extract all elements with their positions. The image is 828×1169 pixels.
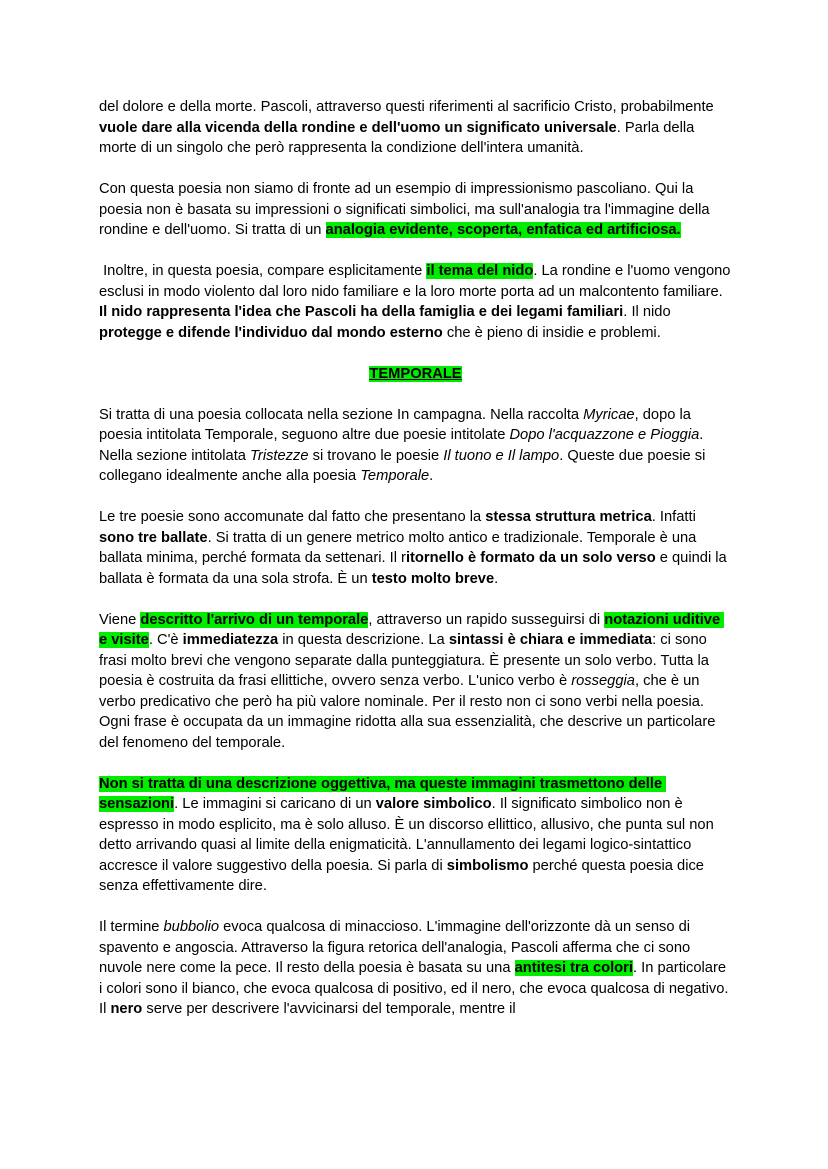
highlighted-text: analogia evidente, scoperta, enfatica ed artificiosa. [325, 222, 681, 238]
italic-text: Il tuono e Il lampo [443, 447, 560, 464]
text-run: evoca qualcosa di minaccioso. L'immagine dell'orizzonte dà un senso di spavento e angoscia. Attraverso la figura retorica dell'analogia, Pascoli afferma che ci sono nuvole nere come la pece. Il resto della poesia è basata su una [99, 919, 695, 976]
bold-text: stessa struttura metrica [485, 509, 652, 525]
paragraph [99, 610, 732, 754]
paragraph [99, 179, 732, 241]
bold-text: sintassi è chiara e immediata [448, 632, 653, 648]
text-run: . Parla della morte di un singolo che però rappresenta la condizione dell'intera umanità. [99, 119, 699, 156]
italic-text: Tristezze [250, 447, 309, 464]
text-run: , che è un verbo predicativo che però ha più valore nominale. Per il resto non ci sono verbi nella poesia. Ogni frase è occupata da un immagine ridotta alla sua essenzialità, che descrive un particolare del fenomeno del temporale. [99, 673, 720, 751]
text-run: Il termine [99, 919, 164, 935]
text-run: Con questa poesia non siamo di fronte ad un esempio di impressionismo pascoliano. Qui la poesia non è basata su impressioni o significati simbolici, ma sull'analogia tra l'immagine della rondine e dell'uomo. Si tratta di un [99, 181, 714, 238]
bold-text: Il nido rappresenta l'idea che Pascoli ha della famiglia e dei legami familiari [99, 304, 624, 320]
text-run: Inoltre, in questa poesia, compare esplicitamente [99, 263, 427, 279]
paragraph [99, 97, 732, 159]
text-run: . Le immagini si caricano di un [174, 796, 376, 812]
text-run: del dolore e della morte. Pascoli, attraverso questi riferimenti al sacrificio Cristo, probabilmente [99, 99, 718, 115]
text-run: Si tratta di una poesia collocata nella sezione In campagna. Nella raccolta [99, 406, 584, 423]
text-run: Viene [99, 611, 141, 628]
text-run: in questa descrizione. La [278, 632, 449, 648]
text-run: che è pieno di insidie e problemi. [442, 324, 661, 341]
italic-text: Myricae [583, 406, 635, 423]
text-run: : ci sono frasi molto brevi che vengono separate dalla punteggiatura. È presente un solo verbo. Tutta la poesia è costruita da frasi ellittiche, ovvero senza verbo. L'unico verbo è [99, 632, 714, 689]
text-run: . Infatti [651, 509, 700, 525]
text-run: . Il nido [623, 304, 675, 320]
paragraph [99, 261, 735, 343]
bold-text: sono tre ballate [99, 529, 208, 546]
highlighted-text: descritto l'arrivo di un temporale [140, 611, 369, 628]
bold-text: itornello è formato da un solo verso [405, 550, 656, 566]
bold-text: immediatezza [182, 632, 279, 648]
document-content [99, 97, 735, 1040]
bold-text: simbolismo [446, 857, 529, 874]
text-run: . La rondine e l'uomo vengono esclusi in modo violento dal loro nido familiare e la loro morte porta ad un malcontento familiare. [99, 263, 735, 300]
text-run: . Il significato simbolico non è espresso in modo esplicito, ma è solo alluso. È un discorso ellittico, allusivo, che punta sul non detto arrivando quasi al limite della enigmaticità. L'annullamento dei legami logico-sintattico accresce il valore suggestivo della poesia. Si parla di [99, 796, 718, 874]
bold-text: protegge e difende l'individuo dal mondo esterno [99, 324, 443, 341]
bold-text: nero [110, 1001, 143, 1017]
text-run: perché questa poesia dice senza effettivamente dire. [99, 857, 709, 894]
italic-text: Dopo l'acquazzone e Pioggia [509, 427, 700, 443]
bold-text: vuole dare alla vicenda della rondine e dell'uomo un significato universale [99, 119, 617, 136]
text-run: , attraverso un rapido susseguirsi di [368, 611, 605, 628]
section-heading-text: TEMPORALE [369, 365, 462, 382]
text-run: serve per descrivere l'avvicinarsi del temporale, mentre il [142, 1001, 516, 1017]
text-run: , dopo la poesia intitolata Temporale, seguono altre due poesie intitolate [99, 406, 696, 443]
text-run: . Nella sezione intitolata [99, 427, 708, 464]
text-run: Le tre poesie sono accomunate dal fatto che presentano la [99, 509, 486, 525]
italic-text: bubbolio [163, 919, 220, 935]
italic-text: rosseggia [571, 673, 635, 689]
section-heading-temporale [99, 364, 732, 385]
highlighted-text: il tema del nido [426, 263, 534, 279]
highlighted-text: notazioni uditive e visite [99, 611, 725, 648]
text-run: si trovano le poesie [308, 447, 444, 464]
text-run: . In particolare i colori sono il bianco, che evoca qualcosa di positivo, ed il nero, che evoca qualcosa di negativo. Il [99, 960, 733, 1017]
paragraph [99, 774, 732, 897]
bold-text: testo molto breve [371, 570, 495, 587]
text-run: . [429, 468, 434, 484]
text-run: . Si tratta di un genere metrico molto antico e tradizionale. Temporale è una ballata minima, perché formata da settenari. Il r [99, 529, 701, 566]
paragraph [99, 405, 732, 487]
bold-text: valore simbolico [375, 796, 492, 812]
text-run: e quindi la ballata è formata da una sola strofa. È un [99, 550, 731, 587]
highlighted-text: antitesi tra colori [514, 960, 633, 976]
text-run: . Queste due poesie si collegano idealmente anche alla poesia [99, 447, 710, 484]
highlighted-text: Non si tratta di una descrizione oggettiva, ma queste immagini trasmettono delle sensazioni [99, 775, 667, 812]
paragraph [99, 917, 732, 1020]
text-run: . [494, 570, 499, 587]
text-run: . C'è [148, 632, 183, 648]
paragraph [99, 507, 732, 589]
italic-text: Temporale [360, 468, 430, 484]
